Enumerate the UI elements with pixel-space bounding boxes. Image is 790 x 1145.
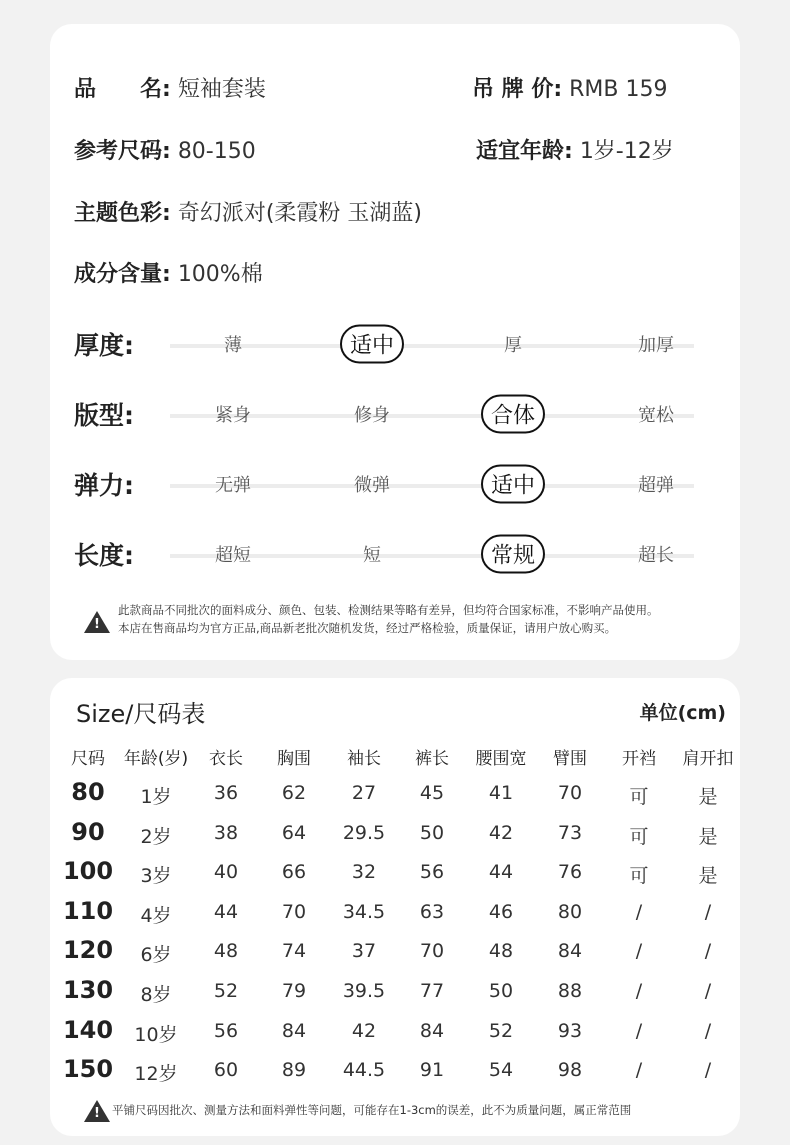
scale-label: 版型: [74,401,134,430]
table-cell: / [635,900,643,923]
table-cell: 79 [281,980,307,1002]
material-row [74,257,263,288]
product-name-value: 短袖套装 [177,77,266,102]
notice-measurement-text: 平铺尺码因批次、测量方法和面料弹性等问题，可能存在1-3cm的误差，此不为质量问题，属正常范围 [112,1103,632,1117]
table-size-cell: 140 [62,1015,114,1044]
table-header-cell: 胸围 [277,749,311,769]
table-cell: 32 [351,861,377,884]
table-header-cell: 腰围宽 [475,749,527,769]
table-cell: 可 [629,786,649,808]
table-cell: 63 [419,900,445,923]
scale-option-selected: 适中 [340,325,404,364]
table-header-cell: 开裆 [622,749,656,769]
size-table-card: Size/尺码表 单位(cm) 尺码 年龄(岁) 衣长 胸围 袖长 裤长 腰围宽 臂围 开裆 肩开扣 80 1岁 36 62 27 45 41 70 可 是 90 2岁 38 64 29.5 50 42 73 可 是 100 3岁 40 66 32 56 44 76 可 是 110 4岁 44 70 34.5 63 46 80 / / 120 6岁 48 74 37 70 48 84 / / 130 8岁 52 79 39.5 77 50 88 / / 140 10岁 56 84 42 84 52 93 / / 150 12岁 60 89 44.5 91 54 98 / / ! 平铺尺码因批次、测量方法和面料弹性等问题，可能存在1-3cm的误差，此不为质量问题，属正常范围 [50,678,740,1136]
table-cell: 42 [488,821,514,844]
table-cell: / [635,980,643,1002]
table-cell: 39.5 [342,980,386,1002]
scale-option-selected: 常规 [481,535,545,574]
table-cell: 可 [629,865,649,888]
table-header-cell: 臂围 [553,749,587,769]
scale-option: 薄 [224,335,242,356]
table-cell: 98 [557,1059,583,1082]
table-header-cell: 尺码 [71,749,105,769]
table-cell: 10岁 [134,1023,178,1046]
table-cell: 可 [629,825,649,848]
table-cell: / [704,1059,712,1082]
table-cell: 60 [213,1059,239,1082]
table-cell: 40 [213,861,239,884]
scale-option: 修身 [354,405,390,426]
scale-option-selected: 适中 [481,465,545,504]
table-cell: 46 [488,900,514,923]
table-cell: 93 [557,1019,583,1042]
table-cell: 37 [351,940,377,963]
table-cell: 1岁 [140,786,172,808]
table-cell: 80 [557,900,583,923]
table-cell: 56 [419,861,445,884]
table-cell: 44 [488,861,514,884]
scale-option-selected: 合体 [481,395,545,434]
table-cell: 84 [557,940,583,963]
scale-option: 紧身 [215,405,251,426]
table-cell: 70 [281,900,307,923]
scale-option: 微弹 [354,475,390,496]
table-cell: / [704,900,712,923]
table-cell: / [704,940,712,963]
table-cell: 38 [213,821,239,844]
table-cell: 是 [698,786,718,808]
table-cell: 48 [488,940,514,963]
table-size-cell: 100 [62,857,114,886]
table-cell: 是 [698,825,718,848]
notice-line-1: 此款商品不同批次的面料成分、颜色、包装、检测结果等略有差异，但均符合国家标准，不影响产品使用。 [118,603,659,617]
scale-option: 无弹 [215,475,251,496]
table-size-cell: 120 [62,936,114,965]
scale-option: 超弹 [638,475,674,496]
table-cell: 52 [488,1019,514,1042]
table-cell: 44 [213,900,239,923]
age-value: 1岁-12岁 [579,139,674,164]
material-value: 100%棉 [177,262,263,287]
table-header-cell: 袖长 [347,749,381,769]
table-cell: / [635,940,643,963]
table-size-cell: 110 [62,896,114,925]
table-cell: 2岁 [140,825,172,848]
table-cell: 36 [213,782,239,804]
scale-option: 短 [363,545,381,566]
table-cell: 6岁 [140,944,172,967]
product-info-card: 品 名: 短袖套装 吊 牌 价: RMB 159 参考尺码: 80-150 适宜年龄: 1岁-12岁 主题色彩: 奇幻派对(柔霞粉 玉湖蓝) 成分含量: 100%棉 厚度: 薄 适中 厚 加厚 版型: 紧身 修身 合体 宽松 弹力: 无弹 微弹 适中 超弹 长度: 超短 短 常规 超长 ! 此款商品不同批次的面料成分、颜色、包装、检测结果等略有差异，但均符合国家标准，不影响产品使用。 本店在售商品均为官方正品,商品新老批次随机发货，经过严格检验，质量保证，请用户放心购买。 [50,24,740,660]
table-cell: 50 [419,821,445,844]
scale-track [170,344,694,348]
table-size-cell: 150 [62,1055,114,1084]
table-cell: 52 [213,980,239,1002]
scale-option: 宽松 [638,405,674,426]
table-cell: 70 [419,940,445,963]
table-size-cell: 80 [71,778,105,806]
scale-row [50,534,740,574]
table-cell: 12岁 [134,1063,178,1086]
table-cell: 41 [488,782,514,804]
table-cell: 84 [281,1019,307,1042]
table-cell: 42 [351,1019,377,1042]
size-table-title: Size/尺码表 [76,700,206,728]
size-range-value: 80-150 [177,139,256,164]
product-name-label: 品 名: [74,77,171,102]
table-header-cell: 裤长 [415,749,449,769]
table-cell: 34.5 [342,900,386,923]
table-cell: 50 [488,980,514,1002]
table-cell: 66 [281,861,307,884]
price-value: RMB 159 [569,77,668,102]
table-cell: 89 [281,1059,307,1082]
color-value: 奇幻派对(柔霞粉 玉湖蓝) [177,201,422,226]
table-header-cell: 衣长 [209,749,243,769]
table-cell: 76 [557,861,583,884]
color-row [74,196,422,227]
scale-option: 超长 [638,545,674,566]
price-row [472,72,667,103]
table-cell: / [704,980,712,1002]
table-cell: 44.5 [342,1059,386,1082]
scale-option: 超短 [215,545,251,566]
table-cell: 77 [419,980,445,1002]
scale-option: 厚 [504,335,522,356]
scale-row [50,324,740,364]
table-cell: 3岁 [140,865,172,888]
color-label: 主题色彩: [74,201,171,226]
table-cell: / [704,1019,712,1042]
table-cell: 27 [351,782,377,804]
table-cell: 84 [419,1019,445,1042]
table-cell: 73 [557,821,583,844]
scale-option: 加厚 [638,335,674,356]
table-size-cell: 90 [71,817,105,846]
table-cell: / [635,1059,643,1082]
size-table-unit: 单位(cm) [639,702,726,724]
table-cell: 29.5 [342,821,386,844]
table-header-cell: 肩开扣 [682,749,734,769]
table-cell: 88 [557,980,583,1002]
scale-row [50,464,740,504]
scale-label: 弹力: [74,471,134,500]
notice-line-2: 本店在售商品均为官方正品,商品新老批次随机发货，经过严格检验，质量保证，请用户放心购买。 [118,621,617,635]
table-cell: 74 [281,940,307,963]
table-cell: 48 [213,940,239,963]
age-label: 适宜年龄: [476,139,573,164]
table-cell: 70 [557,782,583,804]
table-cell: 是 [698,865,718,888]
scale-row [50,394,740,434]
size-range-row [74,134,256,165]
table-cell: / [635,1019,643,1042]
table-cell: 91 [419,1059,445,1082]
price-label: 吊 牌 价: [472,77,563,102]
table-cell: 56 [213,1019,239,1042]
scale-label: 厚度: [74,331,134,360]
size-range-label: 参考尺码: [74,139,171,164]
material-label: 成分含量: [74,262,171,287]
table-header-cell: 年龄(岁) [123,749,189,769]
table-cell: 8岁 [140,984,172,1006]
table-cell: 64 [281,821,307,844]
table-cell: 62 [281,782,307,804]
age-row [476,134,674,165]
table-size-cell: 130 [62,976,114,1004]
table-cell: 4岁 [140,904,172,927]
table-cell: 54 [488,1059,514,1082]
product-name-row [74,72,266,103]
scale-label: 长度: [74,541,134,570]
table-cell: 45 [419,782,445,804]
